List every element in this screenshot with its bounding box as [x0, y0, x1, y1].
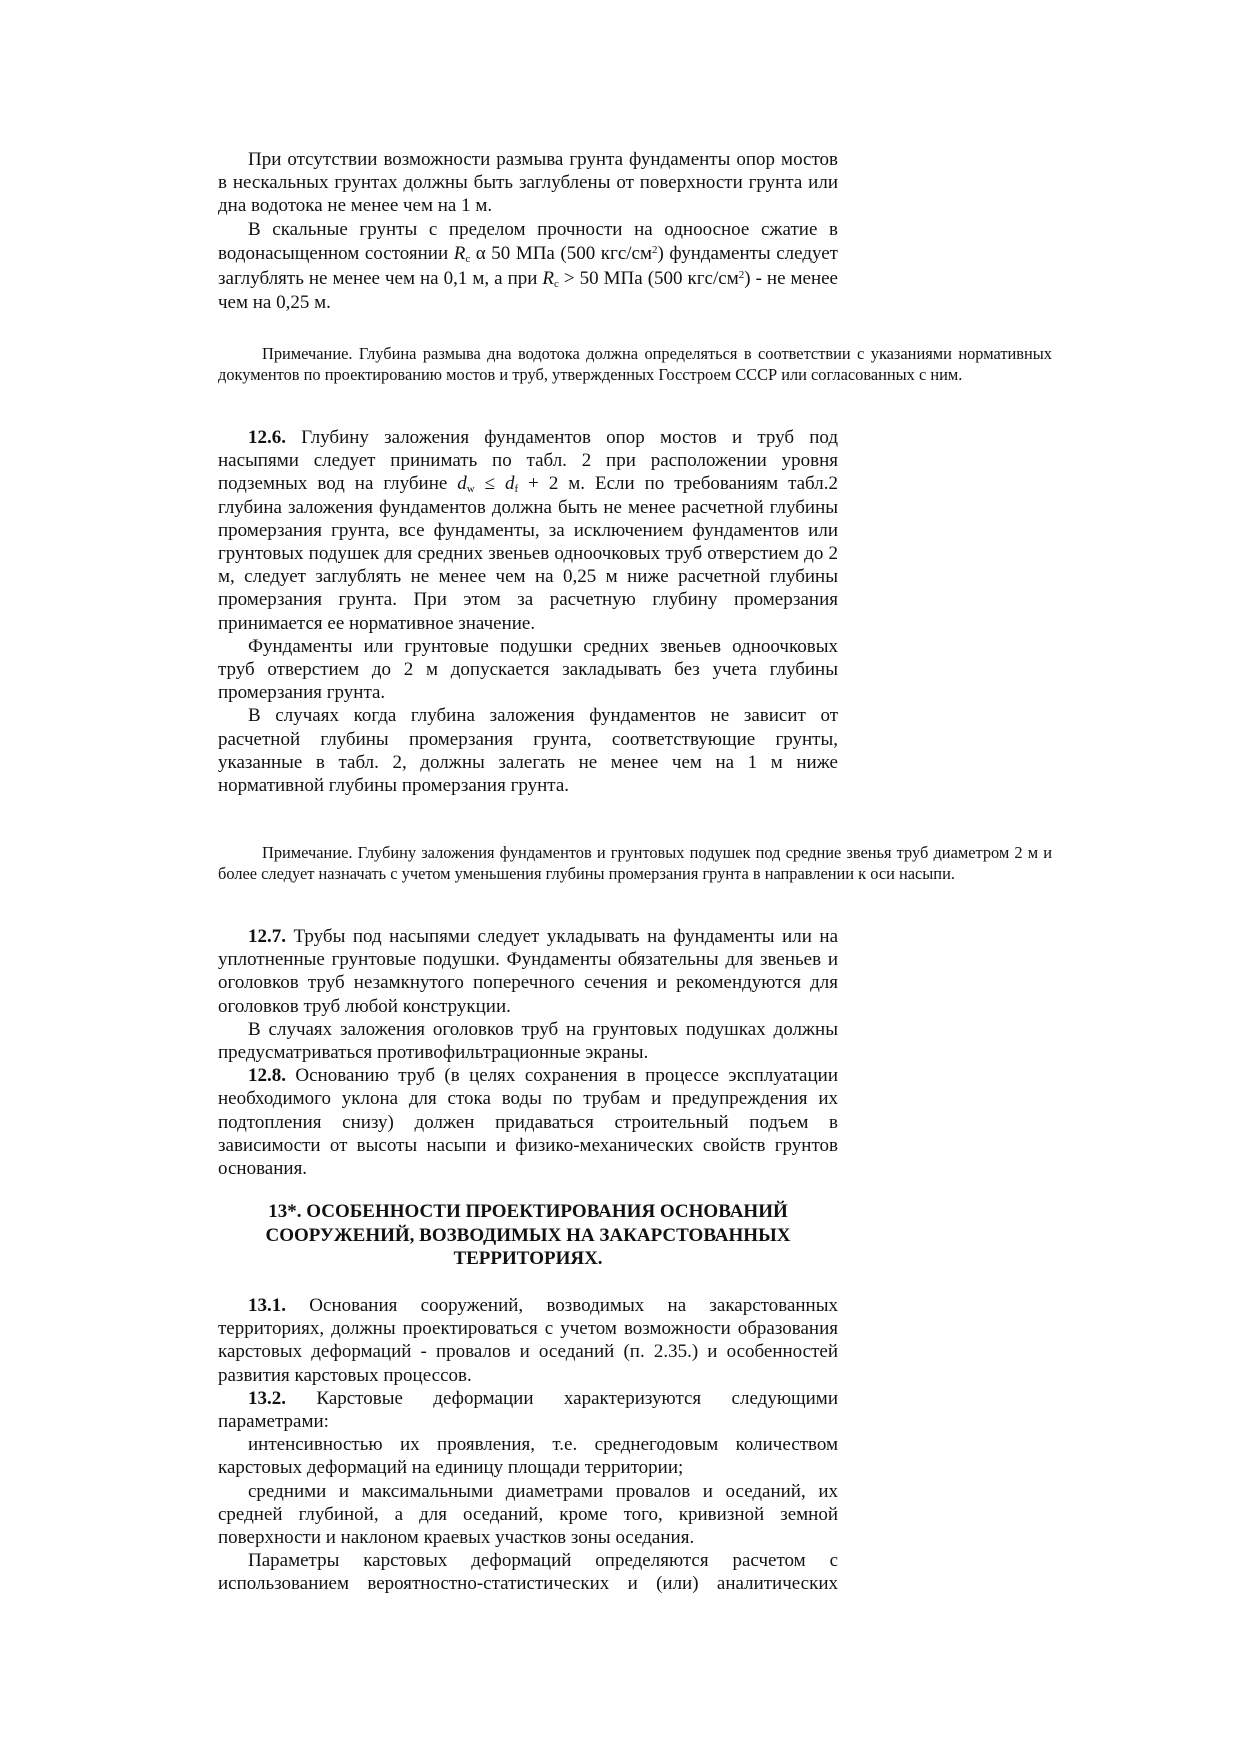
symbol-rc: R: [453, 243, 466, 265]
paragraph-12-8: [218, 1064, 838, 1180]
subscript-f: f: [514, 483, 519, 496]
section-12-5-continued: [218, 148, 838, 316]
clause-number: 12.6.: [248, 427, 286, 448]
subscript-c: c: [554, 277, 559, 290]
paragraph-no-scour: При отсутствии возможности размыва грунта фундаменты опор мостов в нескальных грунтах должны быть заглублены от поверхности грунта или дна водотока не менее чем на 1 м.: [218, 149, 838, 217]
subscript-w: w: [466, 483, 475, 496]
paragraph-independent-depth: В случаях когда глубина заложения фундаментов не зависит от расчетной глубины промерзания грунта, соответствующие грунты, указанные в табл. 2, должны залегать не менее чем на 1 м ниже нормативной глубины промерзания грунта.: [218, 705, 838, 797]
note-scour-depth: Примечание. Глубина размыва дна водотока должна определяться в соответствии с указаниями нормативных документов по проектированию мостов и труб, утвержденных Госстроем СССР или согласованных с ним.: [218, 344, 1052, 384]
symbol-dw: d: [457, 473, 467, 495]
clause-number: 12.8.: [248, 1065, 286, 1087]
text-run: > 50 МПа (500 кгс/см: [558, 267, 739, 289]
text-run: В скальные грунты с пределом прочности на одноосное сжатие в водонасыщенном состоянии: [218, 218, 838, 265]
heading-line: СООРУЖЕНИЙ, ВОЗВОДИМЫХ НА ЗАКАРСТОВАННЫХ: [265, 1224, 791, 1246]
section-12-6: [218, 426, 838, 797]
text-run: α 50 МПа (500 кгс/см: [470, 243, 652, 265]
superscript-2: 2: [652, 244, 658, 257]
paragraph-diameters: средними и максимальными диаметрами провалов и оседаний, их средней глубиной, а для оседаний, кроме того, кривизной земной поверхности и наклоном краевых участков зоны оседания.: [218, 1480, 838, 1549]
paragraph-13-1: [218, 1294, 838, 1387]
symbol-rc: R: [542, 267, 555, 289]
paragraph-intensity: интенсивностью их проявления, т.е. среднегодовым количеством карстовых деформаций на единицу площади территории;: [218, 1434, 838, 1479]
text-run: ) - не менее чем на 0,25 м.: [218, 267, 838, 314]
paragraph-parameters: Параметры карстовых деформаций определяются расчетом с использованием вероятностно-статистических и (или) аналитических: [218, 1550, 838, 1595]
paragraph-cushions: Фундаменты или грунтовые подушки средних звеньев одноочковых труб отверстием до 2 м допускается закладывать без учета глубины промерзания грунта.: [218, 635, 838, 704]
heading-line: ТЕРРИТОРИЯХ.: [453, 1248, 603, 1269]
text-run: Трубы под насыпями следует укладывать на фундаменты или на уплотненные грунтовые подушки. Фундаменты обязательны для звеньев и оголовков труб незамкнутого поперечного сечения и рекомендуются для оголовков труб любой конструкции.: [218, 926, 838, 1017]
note-foundation-depth: Примечание. Глубину заложения фундаментов и грунтовых подушек под средние звенья труб диаметром 2 м и более следует назначать с учетом уменьшения глубины промерзания грунта в направлении к оси насыпи.: [218, 843, 1052, 883]
clause-number: 13.2.: [248, 1387, 286, 1409]
symbol-less-equal: ≤: [474, 473, 506, 495]
symbol-df: d: [505, 473, 515, 495]
clause-number: 12.7.: [248, 926, 286, 947]
text-run: Основанию труб (в целях сохранения в процессе эксплуатации необходимого уклона для стока воды по трубам и предупреждения их подтопления снизу) должен придаваться строительный подъем в зависимости от высоты насыпи и физико-механических свойств грунтов основания.: [218, 1065, 838, 1180]
paragraph-13-2: [218, 1387, 838, 1433]
paragraph-rock-soils: [218, 218, 838, 316]
text-run: Основания сооружений, возводимых на закарстованных территориях, должны проектироваться с учетом возможности образования карстовых деформаций - провалов и оседаний (п. 2.35.) и особенностей развития карстовых процессов.: [218, 1295, 838, 1386]
superscript-2: 2: [738, 268, 745, 281]
text-run: Глубину заложения фундаментов опор мостов и труб под насыпями следует принимать по табл. 2 при расположении уровня подземных вод на глубине: [218, 427, 838, 495]
section-13-body: [218, 1294, 838, 1596]
subscript-c: c: [465, 253, 471, 266]
paragraph-screens: В случаях заложения оголовков труб на грунтовых подушках должны предусматриваться противофильтрационные экраны.: [218, 1018, 838, 1064]
text-run: ) фундаменты следует заглублять не менее чем на 0,1 м, а при: [218, 243, 838, 289]
paragraph-12-7: [218, 925, 838, 1018]
clause-number: 13.1.: [248, 1295, 286, 1316]
section-13-heading: [218, 1200, 838, 1271]
paragraph-12-6: [218, 426, 838, 635]
text-run: Карстовые деформации характеризуются следующими параметрами:: [218, 1387, 838, 1433]
section-12-7-12-8: [218, 925, 838, 1180]
text-run: + 2 м. Если по требованиям табл.2 глубина заложения фундаментов должна быть не менее расчетной глубины промерзания грунта, все фундаменты, за исключением фундаментов или грунтовых подушек для средних звеньев одноочковых труб отверстием до 2 м, следует заглублять не менее чем на 0,25 м ниже расчетной глубины промерзания грунта. При этом за расчетную глубину промерзания принимается ее нормативное значение.: [218, 473, 838, 634]
heading-line: 13*. ОСОБЕННОСТИ ПРОЕКТИРОВАНИЯ ОСНОВАНИЙ: [268, 1201, 788, 1222]
